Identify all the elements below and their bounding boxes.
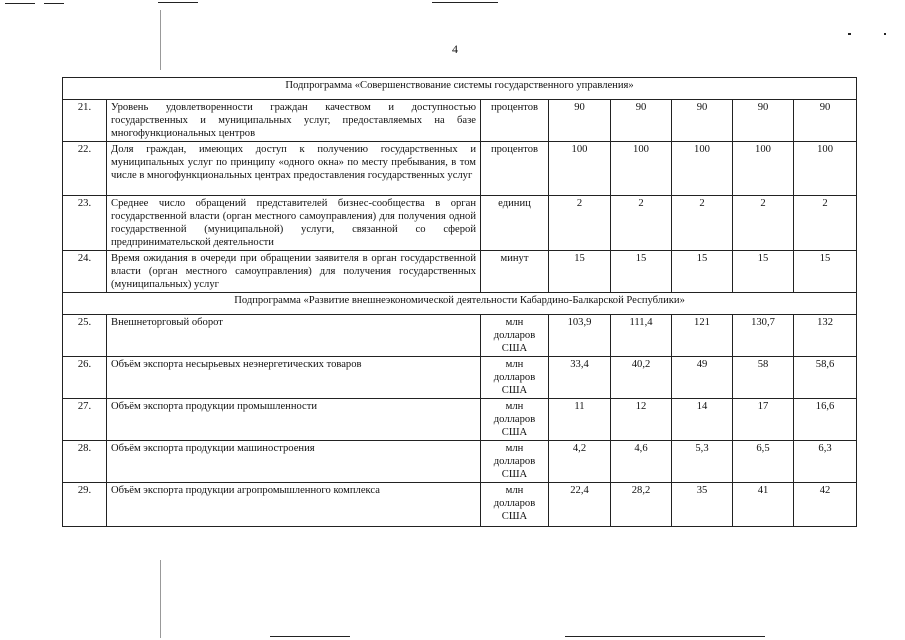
unit-of-measure: процентов (481, 100, 549, 142)
indicator-value: 4,2 (549, 441, 611, 483)
row-number: 25. (63, 315, 107, 357)
unit-of-measure: минут (481, 251, 549, 293)
indicator-value: 28,2 (611, 483, 672, 527)
table-row (63, 483, 857, 527)
indicators-table (62, 77, 857, 527)
row-number: 21. (63, 100, 107, 142)
indicator-description: Объём экспорта несырьевых неэнергетических товаров (107, 357, 481, 399)
table-row (63, 441, 857, 483)
indicator-value: 111,4 (611, 315, 672, 357)
scan-artifact-margin-line-lower (160, 560, 161, 638)
indicator-value: 100 (733, 142, 794, 196)
indicator-description: Среднее число обращений представителей бизнес-сообщества в орган государственной власти (орган местного самоуправления) для получения одной государственной (муниципальной) услуги, связанной со сферой предпринимательской деятельности (107, 196, 481, 251)
indicator-value: 6,3 (794, 441, 857, 483)
indicator-value: 14 (672, 399, 733, 441)
row-number: 28. (63, 441, 107, 483)
indicator-value: 90 (611, 100, 672, 142)
indicator-description: Внешнеторговый оборот (107, 315, 481, 357)
section-title: Подпрограмма «Совершенствование системы государственного управления» (63, 78, 857, 100)
unit-of-measure: млн долларов США (481, 357, 549, 399)
indicator-description: Уровень удовлетворенности граждан качеством и доступностью государственных и муниципальных услуг, предоставляемых на базе многофункциональных центров (107, 100, 481, 142)
table-row (63, 399, 857, 441)
scan-artifact-dot-1 (848, 33, 851, 35)
indicator-value: 15 (611, 251, 672, 293)
row-number: 27. (63, 399, 107, 441)
unit-of-measure: млн долларов США (481, 315, 549, 357)
indicator-value: 11 (549, 399, 611, 441)
indicator-value: 6,5 (733, 441, 794, 483)
indicator-value: 15 (549, 251, 611, 293)
indicator-value: 121 (672, 315, 733, 357)
indicator-value: 35 (672, 483, 733, 527)
indicator-value: 42 (794, 483, 857, 527)
indicator-value: 100 (672, 142, 733, 196)
indicator-value: 100 (794, 142, 857, 196)
row-number: 22. (63, 142, 107, 196)
indicator-value: 12 (611, 399, 672, 441)
indicator-value: 58 (733, 357, 794, 399)
indicator-value: 49 (672, 357, 733, 399)
scan-artifact-bottom-2 (565, 636, 765, 637)
table-row (63, 100, 857, 142)
indicator-description: Объём экспорта продукции агропромышленного комплекса (107, 483, 481, 527)
indicator-value: 16,6 (794, 399, 857, 441)
indicator-value: 100 (549, 142, 611, 196)
indicator-value: 100 (611, 142, 672, 196)
unit-of-measure: млн долларов США (481, 399, 549, 441)
row-number: 26. (63, 357, 107, 399)
table-row (63, 357, 857, 399)
indicator-value: 132 (794, 315, 857, 357)
section-header-row (63, 78, 857, 100)
indicator-description: Время ожидания в очереди при обращении заявителя в орган государственной власти (орган местного самоуправления) для получения государственных (муниципальных) услуг (107, 251, 481, 293)
indicator-value: 4,6 (611, 441, 672, 483)
indicator-value: 2 (549, 196, 611, 251)
section-title: Подпрограмма «Развитие внешнеэкономической деятельности Кабардино-Балкарской Республики» (63, 293, 857, 315)
indicator-value: 58,6 (794, 357, 857, 399)
indicator-value: 17 (733, 399, 794, 441)
unit-of-measure: млн долларов США (481, 483, 549, 527)
scan-artifact-top-4 (432, 2, 498, 3)
indicator-value: 90 (672, 100, 733, 142)
indicator-value: 15 (733, 251, 794, 293)
scan-artifact-margin-line (160, 10, 161, 70)
indicator-value: 5,3 (672, 441, 733, 483)
table-row (63, 142, 857, 196)
indicator-value: 22,4 (549, 483, 611, 527)
indicator-value: 41 (733, 483, 794, 527)
page-number: 4 (452, 42, 458, 56)
table-row (63, 196, 857, 251)
scan-artifact-top-3 (158, 2, 198, 3)
section-header-row (63, 293, 857, 315)
indicator-description: Доля граждан, имеющих доступ к получению государственных и муниципальных услуг по принципу «одного окна» по месту пребывания, в том числе в многофункциональных центрах предоставления государственных услуг (107, 142, 481, 196)
unit-of-measure: процентов (481, 142, 549, 196)
indicator-description: Объём экспорта продукции машиностроения (107, 441, 481, 483)
table-row (63, 315, 857, 357)
unit-of-measure: единиц (481, 196, 549, 251)
row-number: 29. (63, 483, 107, 527)
indicator-value: 15 (794, 251, 857, 293)
indicator-value: 2 (611, 196, 672, 251)
scan-artifact-top-2 (44, 3, 64, 4)
indicator-description: Объём экспорта продукции промышленности (107, 399, 481, 441)
indicator-value: 40,2 (611, 357, 672, 399)
scan-artifact-dot-2 (884, 33, 886, 35)
indicator-value: 130,7 (733, 315, 794, 357)
indicator-value: 2 (672, 196, 733, 251)
indicator-value: 90 (794, 100, 857, 142)
table-row (63, 251, 857, 293)
row-number: 24. (63, 251, 107, 293)
indicator-value: 2 (733, 196, 794, 251)
scan-artifact-top-1 (5, 3, 35, 4)
indicator-value: 2 (794, 196, 857, 251)
indicator-value: 33,4 (549, 357, 611, 399)
indicator-value: 90 (733, 100, 794, 142)
indicator-value: 103,9 (549, 315, 611, 357)
scan-artifact-bottom-1 (270, 636, 350, 637)
row-number: 23. (63, 196, 107, 251)
indicator-value: 90 (549, 100, 611, 142)
indicator-value: 15 (672, 251, 733, 293)
unit-of-measure: млн долларов США (481, 441, 549, 483)
